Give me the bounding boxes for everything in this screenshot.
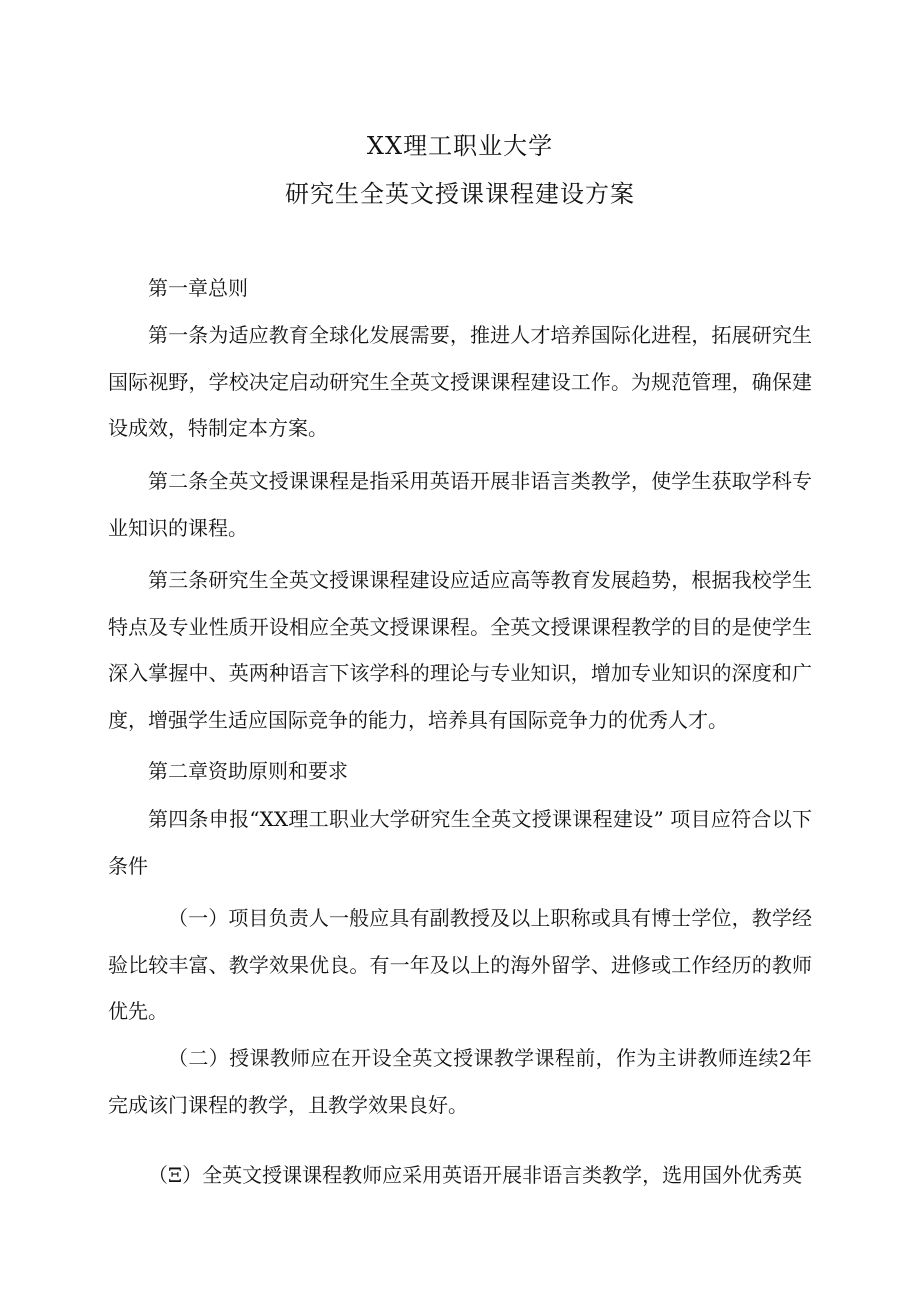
chapter-1-heading: 第一章总则: [148, 276, 248, 300]
chapter-2-heading: 第二章资助原则和要求: [148, 759, 348, 783]
document-title-line2: 研究生全英文授课课程建设方案: [285, 180, 635, 208]
document-title-line1: XX理工职业大学: [366, 132, 554, 160]
article-1: 第一条为适应教育全球化发展需要，推进人才培养国际化进程，拓展研究生国际视野，学校决定启动研究生全英文授课课程建设工作。为规范管理，确保建设成效，特制定本方案。: [108, 323, 812, 440]
article-3: 第三条研究生全英文授课课程建设应适应高等教育发展趋势，根据我校学生特点及专业性质开设相应全英文授课课程。全英文授课课程教学的目的是使学生深入掌握中、英两种语言下该学科的理论与专业知识，增加专业知识的深度和广度，增强学生适应国际竞争的能力，培养具有国际竞争力的优秀人才。: [108, 568, 812, 732]
condition-item-3: （Ξ）全英文授课课程教师应采用英语开展非语言类教学，选用国外优秀英: [148, 1163, 803, 1187]
condition-item-2: （二）授课教师应在开设全英文授课教学课程前，作为主讲教师连续2年完成该门课程的教学，且教学效果良好。: [108, 1046, 812, 1117]
article-4: 第四条申报“XX理工职业大学研究生全英文授课课程建设” 项目应符合以下条件: [108, 807, 812, 878]
article-2: 第二条全英文授课课程是指采用英语开展非语言类教学，使学生获取学科专业知识的课程。: [108, 469, 812, 540]
condition-item-1: （一）项目负责人一般应具有副教授及以上职称或具有博士学位，教学经验比较丰富、教学效果优良。有一年及以上的海外留学、进修或工作经历的教师优先。: [108, 906, 812, 1023]
